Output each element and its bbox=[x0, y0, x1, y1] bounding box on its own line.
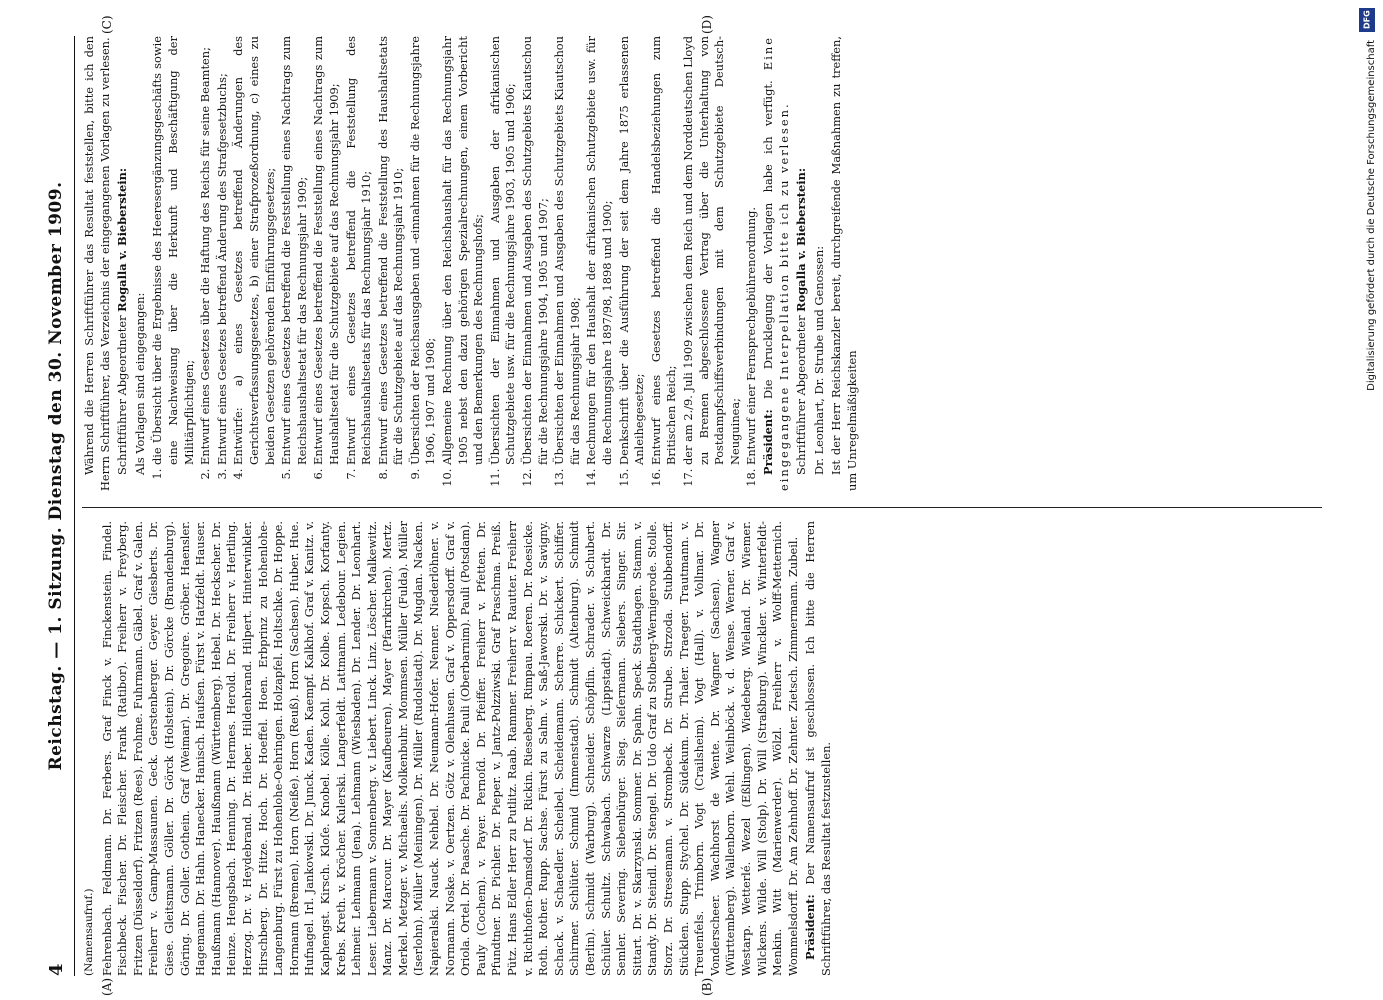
page-number: 4 bbox=[46, 963, 67, 976]
margin-marker-c: (C) bbox=[100, 15, 114, 34]
clerk-name: Rogalla v. Bieberstein: bbox=[115, 167, 130, 312]
speaker-text: Der Namensaufruf ist geschlossen. Ich bitte die Herren Schriftführer, das Resultat festzustellen. bbox=[803, 521, 833, 976]
margin-marker-a: (A) bbox=[100, 977, 114, 996]
list-item: 5. Entwurf eines Gesetzes betreffend die Feststellung eines Nachtrags zum Reichshaushaltsetat für das Rechnungsjahr 1909; bbox=[279, 36, 310, 465]
clerk2-line bbox=[794, 36, 810, 491]
margin-marker-b: (B) bbox=[700, 977, 714, 996]
list-item: 1. die Übersicht über die Ergebnisse des Heeresergänzungsgeschäfts sowie eine Nachweisung über die Herkunft und Beschäftigung der Militärpflichtigen; bbox=[150, 36, 197, 465]
president-closing bbox=[803, 521, 834, 976]
page-content bbox=[40, 15, 1340, 996]
names-list: Fehrenbach. Feldmann. Dr. Ferbers. Graf Finck v. Finckenstein. Findel. Fischbeck. Fischer. Dr. Fleischer. Frank (Ratibor). Freiherr v. Freyberg. Fritzen (Düsseldorf). Fritzen (Rees). Frohme. Fuhrmann. Gäbel. Graf v. Galen. Freiherr v. Gamp-Massaunen. Geck. Gerstenberger. Geyer. Giesberts. Dr. Giese. Gleitsmann. Göller. Dr. Görck (Holstein). Dr. Görcke (Brandenburg). Göring. Dr. Goller. Gothein. Graf (Weimar). Dr. Gregoire. Gröber. Haensler. Hagemann. Dr. Hahn. Hanecker. Hanisch. Haufsen. Fürst v. Hatzfeldt. Hauser. Haußmann (Hannover). Haußmann (Württemberg). Hebel. Dr. Heckscher. Dr. Heinze. Hengsbach. Henning. Dr. Hermes. Herold. Dr. Freiherr v. Hertling. Herzog. Dr. v. Heydebrand. Dr. Hieber. Hildenbrand. Hilpert. Hinterwinkler. Hirschberg. Dr. Hitze. Hoch. Dr. Hoeffel. Hoen. Erbprinz zu Hohenlohe-Langenburg. Fürst zu Hohenlohe-Oehringen. Holzapfel. Holtschke. Dr. Hoppe. Hormann (Bremen). Horn (Neiße). Horn (Reuß). Horn (Sachsen). Huber. Hue. Hufnagel. Irl. Jankowski. Dr. Junck. Kaden. Kaempf. Kalkhof. Graf v. Kanitz. v. Kaphengst. Kirsch. Kloſe. Knobel. Kölle. Kohl. Dr. Kolbe. Kopsch. Korfanty. Krebs. Kreth. v. Kröcher. Kulerski. Langerfeldt. Lattmann. Ledebour. Legien. Lehmeir. Lehmann (Jena). Lehmann (Wiesbaden). Dr. Lender. Dr. Leonhart. Leser. Liebermann v. Sonnenberg. v. Liebert. Linck. Linz. Löscher. Malkewitz. Manz. Dr. Marcour. Dr. Mayer (Kaufbeuren). Mayer (Pfarrkirchen). Mertz. Merkel. Metzger. v. Michaelis. Molkenbuhr. Mommsen. Müller (Fulda). Müller (Iserlohn). Müller (Meiningen). Dr. Müller (Rudolstadt). Dr. Mugdan. Nacken. Napieralski. Nauck. Nehbel. Dr. Neumann-Hofer. Nenner. Niederlöhner. v. Normann. Noske. v. Oertzen. Götz v. Olenhusen. Graf v. Oppersdorff. Graf v. Oriola. Ortel. Dr. Paasche. Dr. Pachnicke. Pauli (Oberbarnim). Pauli (Potsdam). Pauly (Cochem). v. Payer. Pernoſd. Dr. Pfeiffer. Freiherr v. Pfetten. Dr. Pfundtner. Dr. Pichler. Dr. Pieper. v. Jantz-Polzziwski. Graf Praschma. Preiß. Pütz. Hans Edler Herr zu Putlitz. Raab. Rammer. Freiherr v. Rautter. Freiherr v. Richthofen-Damsdorf. Dr. Rickin. Rieseberg. Rimpau. Roeren. Dr. Roesicke. Roth. Rother. Rupp. Sachse. Fürst zu Salm. v. Saß-Jaworski. Dr. v. Savigny. Schack. v. Schaedler. Scheibel. Scheidemann. Scherre. Schickert. Schiffer. Schirmer. Schlüter. Schmid (Immenstadt). Schmidt (Altenburg). Schmidt (Berlin). Schmidt (Warburg). Schneider. Schöpflin. Schrader. v. Schubert. Schüler. Schultz. Schwabach. Schwarze (Lippstadt). Schweickhardt. Dr. Semler. Severing. Siebenbürger. Sieg. Sieſermann. Siebers. Singer. Sir. Sittart. Dr. v. Skarzynski. Sommer. Dr. Spahn. Speck. Stadthagen. Stamm. v. Standy. Dr. Steindl. Dr. Stengel. Dr. Udo Graf zu Stolberg-Wernigerode. Stolle. Storz. Dr. Stresemann. v. Strombeck. Dr. Strube. Strzoda. Stubbendorff. Stücklen. Stupp. Stychel. Dr. Südekum. Dr. Thaler. Traeger. Trautmann. v. Treuenfels. Trimborn. Vogt (Crailsheim). Vogt (Hall). v. Vollmar. Dr. Vonderscheer. Wachhorst de Wente. Dr. Wagner (Sachsen). Wagner (Württemberg). Wallenborn. Wehl. Weilnböck. v. d. Wense. Werner. Graf v. Westarp. Wetterlé. Wezel (Eßlingen). Wiedeberg. Wieland. Dr. Wiemer. Wilckens. Wilde. Will (Stolp). Dr. Will (Straßburg). Winckler. v. Winterfeldt-Menkin. Witt (Marienwerder). Wölzl. Freiherr v. Wolff-Metternich. Wommelsdorff. Dr. Am Zehnhoff. Dr. Zehnter. Zietsch. Zimmermann. Zubeil. bbox=[99, 521, 800, 976]
speaker-label: Präsident: bbox=[803, 894, 818, 960]
list-item: 8. Entwurf eines Gesetzes betreffend die Feststellung des Haushaltsetats für die Schutzgebiete auf das Rechnungsjahr 1910; bbox=[376, 36, 407, 465]
list-item: 6. Entwurf eines Gesetzes betreffend die Feststellung eines Nachtrags zum Haushaltsetat für die Schutzgebiete auf das Rechnungsjahr 1909; bbox=[311, 36, 342, 465]
right-column bbox=[82, 36, 1322, 491]
list-item: 4. Entwürfe: a) eines Gesetzes betreffend Änderungen des Gerichtsverfassungsgesetzes, b) einer Strafprozeßordnung, c) eines zu beiden Gesetzen gehörenden Einführungsgesetzes; bbox=[231, 36, 278, 465]
left-column bbox=[82, 521, 1322, 976]
list-item: 10. Allgemeine Rechnung über den Reichshaushalt für das Rechnungsjahr 1905 nebst den dazu gehörigen Spezialrechnungen, einem Vorbericht und den Bemerkungen des Rechnungshofs; bbox=[440, 36, 487, 465]
list-item: 9. Übersichten der Reichsausgaben und -einnahmen für die Rechnungsjahre 1906, 1907 und 1908; bbox=[408, 36, 439, 465]
clerk-label: Schriftführer Abgeordneter bbox=[794, 315, 809, 475]
clerk-name: Rogalla v. Bieberstein: bbox=[794, 167, 809, 312]
question-line: Ist der Herr Reichskanzler bereit, durchgreifende Maßnahmen zu treffen, um Unregelmäßigkeiten bbox=[829, 36, 859, 491]
list-item: 18. Entwurf einer Fernsprechgebührenordnung. bbox=[744, 36, 760, 465]
received-line: Als Vorlagen sind eingegangen: bbox=[132, 292, 147, 475]
list-item: 7. Entwurf eines Gesetzes betreffend die Feststellung des Reichshaushaltsetats für das Rechnungsjahr 1910; bbox=[344, 36, 375, 465]
clerk-label: Schriftführer Abgeordneter bbox=[115, 315, 130, 475]
margin-marker-d: (D) bbox=[700, 15, 714, 34]
intro-paragraph: Während die Herren Schriftführer das Resultat feststellen, bitte ich den Herrn Schriftführer, das Verzeichnis der eingegangenen Vorlagen zu verlesen. bbox=[82, 36, 112, 491]
section-heading: (Namensaufruf.) bbox=[83, 888, 95, 976]
signers-line: Dr. Leonhart, Dr. Strube und Genossen: bbox=[811, 245, 826, 475]
list-item: 12. Übersichten der Einnahmen und Ausgaben des Schutzgebiets Kiautschou für die Rechnungsjahre 1904, 1905 und 1907; bbox=[520, 36, 551, 465]
running-head: Reichstag. — 1. Sitzung. Dienstag den 30. November 1909. bbox=[46, 181, 66, 771]
president-line bbox=[761, 36, 792, 491]
list-item: 15. Denkschrift über die Ausführung der seit dem Jahre 1875 erlassenen Anleihegesetze; bbox=[617, 36, 648, 465]
list-item: 14. Rechnungen für den Haushalt der afrikanischen Schutzgebiete usw. für die Rechnungsjahre 1897/98, 1898 und 1900; bbox=[584, 36, 615, 465]
speaker-label: Präsident: bbox=[760, 409, 775, 475]
page-header bbox=[40, 36, 75, 976]
list-item: 16. Entwurf eines Gesetzes betreffend die Handelsbeziehungen zum Britischen Reich; bbox=[649, 36, 680, 465]
list-item: 17. der am 2./9. Juli 1909 zwischen dem Reich und dem Norddeutschen Lloyd zu Bremen abgeschlossene Vertrag über die Unterhaltung von Postdampfschiffsverbindungen mit dem Schutzgebiete Deutsch-Neuguinea; bbox=[681, 36, 743, 465]
clerk-line bbox=[115, 36, 131, 491]
interpellation-text: Eine eingegangene Interpellation bitte ich zu verlesen. bbox=[760, 36, 791, 491]
bill-list bbox=[150, 36, 760, 491]
list-item: 11. Übersichten der Einnahmen und Ausgaben der afrikanischen Schutzgebiete usw. für die Rechnungsjahre 1903, 1905 und 1906; bbox=[488, 36, 519, 465]
digitization-credit: Digitalisierung gefördert durch die Deutsche Forschungsgemeinschaft bbox=[1366, 40, 1377, 391]
dfg-badge: DFG bbox=[1359, 8, 1375, 32]
list-item: 2. Entwurf eines Gesetzes über die Haftung des Reichs für seine Beamten; bbox=[198, 36, 214, 465]
list-item: 13. Übersichten der Einnahmen und Ausgaben des Schutzgebiets Kiautschou für das Rechnungsjahr 1908; bbox=[552, 36, 583, 465]
column-divider bbox=[82, 507, 1322, 508]
speaker-text: Die Drucklegung der Vorlagen habe ich verfügt. bbox=[760, 80, 775, 399]
list-item: 3. Entwurf eines Gesetzes betreffend Änderung des Strafgesetzbuchs; bbox=[215, 36, 231, 465]
